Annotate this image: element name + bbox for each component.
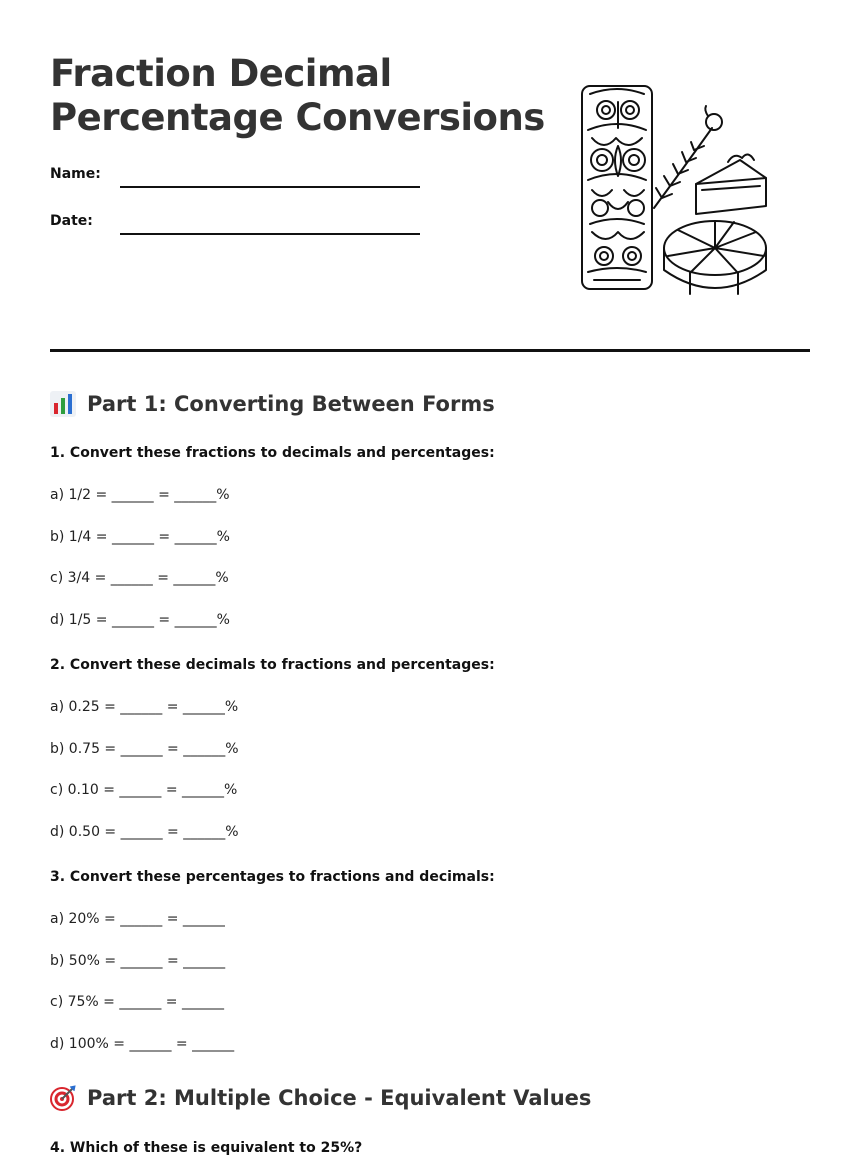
question-1-prompt: 1. Convert these fractions to decimals and percentages:: [50, 445, 495, 461]
question-1d: d) 1/5 = ______ = ______%: [50, 612, 230, 628]
bar-chart-icon: [50, 391, 76, 417]
part1-heading: [50, 388, 495, 420]
question-2d: d) 0.50 = ______ = ______%: [50, 824, 239, 840]
name-label: Name:: [50, 166, 101, 182]
maori-carving-and-pie-illustration: [578, 80, 773, 302]
date-line[interactable]: [120, 233, 420, 235]
page-title: [50, 52, 545, 140]
question-2c: c) 0.10 = ______ = ______%: [50, 782, 238, 798]
name-field[interactable]: [50, 160, 420, 190]
question-3b: b) 50% = ______ = ______: [50, 953, 226, 969]
question-2a: a) 0.25 = ______ = ______%: [50, 699, 239, 715]
title-line-2: Percentage Conversions: [50, 96, 545, 139]
question-3a: a) 20% = ______ = ______: [50, 911, 225, 927]
header-divider: [50, 349, 810, 352]
question-3c: c) 75% = ______ = ______: [50, 994, 224, 1010]
target-icon: [50, 1085, 76, 1111]
date-label: Date:: [50, 213, 93, 229]
question-2-prompt: 2. Convert these decimals to fractions and percentages:: [50, 657, 495, 673]
worksheet-page: [50, 0, 810, 1161]
title-line-1: Fraction Decimal: [50, 52, 392, 95]
question-1a: a) 1/2 = ______ = ______%: [50, 487, 230, 503]
date-field[interactable]: [50, 207, 420, 237]
question-2b: b) 0.75 = ______ = ______%: [50, 741, 239, 757]
question-1b: b) 1/4 = ______ = ______%: [50, 529, 230, 545]
part2-heading-text: Part 2: Multiple Choice - Equivalent Values: [87, 1086, 592, 1110]
name-line[interactable]: [120, 186, 420, 188]
question-4-prompt: 4. Which of these is equivalent to 25%?: [50, 1140, 363, 1156]
question-1c: c) 3/4 = ______ = ______%: [50, 570, 229, 586]
question-3-prompt: 3. Convert these percentages to fractions and decimals:: [50, 869, 495, 885]
part1-heading-text: Part 1: Converting Between Forms: [87, 392, 495, 416]
part2-heading: [50, 1082, 591, 1114]
question-3d: d) 100% = ______ = ______: [50, 1036, 235, 1052]
